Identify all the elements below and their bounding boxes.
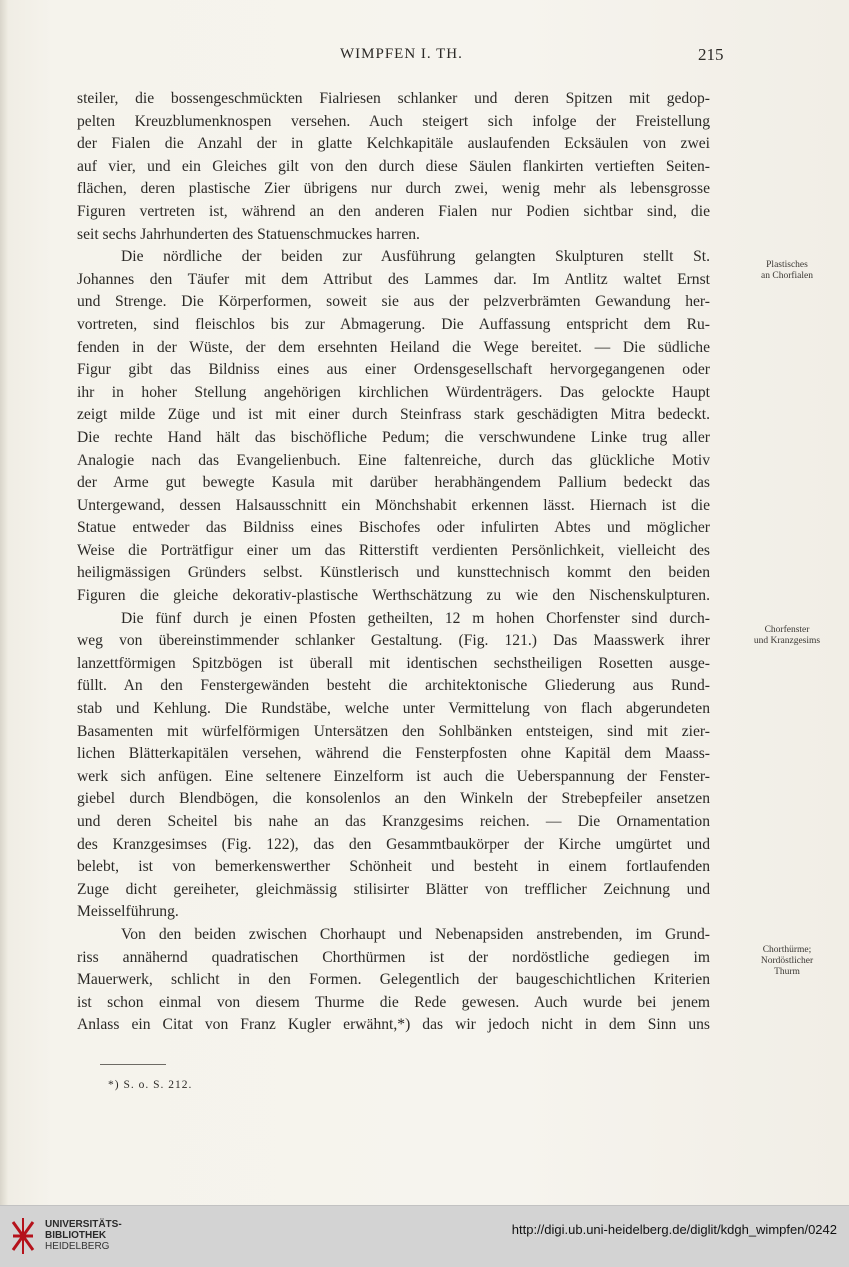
text-line: Die rechte Hand hält das bischöfliche Pedum; die verschwundene Linke trug aller [77, 428, 710, 446]
library-name-line: HEIDELBERG [45, 1241, 110, 1252]
text-line: fenden in der Wüste, der dem ersehnten Heiland die Wege bereitet. — Die südliche [77, 338, 710, 356]
text-line: und Strenge. Die Körperformen, soweit sie aus der pelzverbrämten Gewandung her- [77, 293, 710, 311]
margin-note-line: Chorfenster [764, 625, 810, 635]
margin-note-plastisches [727, 260, 847, 282]
text-line: Die nördliche der beiden zur Ausführung gelangten Skulpturen stellt St. [121, 248, 710, 266]
running-title: WIMPFEN I. TH. [340, 46, 463, 62]
footnote-divider [100, 1064, 166, 1065]
viewer-footer [0, 1205, 849, 1267]
text-line: der Arme gut bewegte Kasula mit darüber herabhängendem Pallium bedeckt das [77, 474, 710, 492]
text-line: Die fünf durch je einen Pfosten getheilten, 12 m hohen Chorfenster sind durch- [121, 609, 710, 627]
text-line: Johannes den Täufer mit dem Attribut des Lammes dar. Im Antlitz waltet Ernst [77, 270, 710, 288]
margin-note-line: Nordöstlicher [760, 956, 814, 966]
margin-note-line: an Chorfialen [761, 271, 813, 281]
text-line: lanzettförmigen Spitzbögen ist überall mit identischen sechstheiligen Rosetten ausge- [77, 654, 710, 672]
running-header [0, 46, 849, 66]
text-line: Anlass ein Citat von Franz Kugler erwähnt,*) das wir jedoch nicht in dem Sinn uns [77, 1016, 710, 1034]
text-line: Figuren die gleiche dekorativ-plastische Werthschätzung zu wie den Nischenskulpturen. [77, 587, 710, 605]
margin-note-chorthuerme [727, 945, 847, 978]
library-logo-icon [9, 1216, 37, 1256]
page-edge-shadow [0, 0, 8, 1205]
text-line: steiler, die bossengeschmückten Fialriesen schlanker und deren Spitzen mit gedop- [77, 90, 710, 107]
text-line: und deren Scheitel bis nahe an das Kranzgesims reichen. — Die Ornamentation [77, 813, 710, 830]
text-line: Weise die Porträtfigur einer um das Ritterstift verdienten Persönlichkeit, vielleicht des [77, 541, 710, 559]
page-number: 215 [698, 45, 724, 64]
text-line: füllt. An den Fenstergewänden besteht die architektonische Gliederung aus Rund- [77, 677, 710, 695]
text-line: vortreten, sind fleischlos bis zur Abmagerung. Die Auffassung entspricht dem Ru- [77, 315, 710, 333]
text-line: Zuge dicht gereiheter, gleichmässig stilisirter Blätter von trefflicher Zeichnung und [77, 880, 710, 898]
text-line: belebt, ist von bemerkenswerther Schönheit und besteht in einem fortlaufenden [77, 858, 710, 876]
text-line: Statue entweder das Bildniss eines Bischofes oder infulirten Abtes und möglicher [77, 519, 710, 537]
text-line: des Kranzgesimses (Fig. 122), das den Gesammtbaukörper der Kirche umgürtet und [77, 835, 710, 853]
body-text [77, 88, 710, 1037]
library-name-line: UNIVERSITÄTS- [45, 1219, 122, 1230]
text-line: Figuren vertreten ist, während an den anderen Fialen nur Podien sichtbar sind, die [77, 202, 710, 220]
text-line: der Fialen die Anzahl der in glatte Kelchkapitäle auslaufenden Ecksäulen von zwei [77, 135, 710, 153]
text-line: Basamenten mit würfelförmigen Untersätzen den Sohlbänken entsteigen, sind mit zier- [77, 722, 710, 740]
margin-note-line: Thurm [774, 967, 800, 977]
text-line: heiligmässigen Gründers selbst. Künstlerisch und kunsttechnisch kommt den beiden [77, 564, 710, 582]
library-name-line: BIBLIOTHEK [45, 1230, 107, 1241]
text-line: weg von übereinstimmender schlanker Gestaltung. (Fig. 121.) Das Maasswerk ihrer [77, 632, 710, 650]
text-line: werk sich anfügen. Eine seltenere Einzelform ist auch die Ueberspannung der Fenster- [77, 767, 710, 785]
text-line: Untergewand, dessen Halsausschnitt ein Mönchshabit erkennen lässt. Hiernach ist die [77, 496, 710, 514]
text-line: riss annähernd quadratischen Chorthürmen ist der nordöstliche gediegen im [77, 948, 710, 966]
text-line: giebel durch Blendbögen, die konsolenlos an den Winkeln der Strebepfeiler ansetzen [77, 790, 710, 808]
text-line: Figur gibt das Bildniss eines aus einer Ordensgesellschaft hervorgegangenen oder [77, 361, 710, 379]
margin-note-line: Plastisches [766, 260, 808, 270]
footnote: *) S. o. S. 212. [108, 1079, 193, 1091]
text-line: flächen, deren plastische Zier übrigens nur durch zwei, wenig mehr als lebensgrosse [77, 180, 710, 198]
text-line: zeigt milde Züge und ist mit einer durch Steinfrass stark geschädigten Mitra bedeckt. [77, 406, 710, 424]
library-name [45, 1219, 122, 1252]
margin-note-line: Chorthürme; [762, 945, 812, 955]
text-line: lichen Blätterkapitälen versehen, während die Fensterpfosten ohne Kapitäl dem Maass- [77, 745, 710, 763]
text-line: seit sechs Jahrhunderten des Statuenschmuckes harren. [77, 225, 420, 243]
margin-note-chorfenster [727, 625, 847, 647]
text-line: Analogie nach das Evangelienbuch. Eine faltenreiche, durch das glückliche Motiv [77, 451, 710, 469]
text-line: Mauerwerk, schlicht in den Formen. Gelegentlich der baugeschichtlichen Kriterien [77, 971, 710, 989]
text-line: stab und Kehlung. Die Rundstäbe, welche unter Vermittelung von flach abgerundeten [77, 700, 710, 718]
text-line: Von den beiden zwischen Chorhaupt und Nebenapsiden anstrebenden, im Grund- [121, 925, 710, 943]
text-line: auf vier, und ein Gleiches gilt von den durch diese Säulen flankirten vertieften Seiten- [77, 157, 710, 175]
permalink-url[interactable]: http://digi.ub.uni-heidelberg.de/diglit/kdgh_wimpfen/0242 [511, 1222, 837, 1237]
text-line: ist schon einmal von diesem Thurme die Rede gewesen. Auch wurde bei jenem [77, 993, 710, 1011]
text-line: pelten Kreuzblumenknospen versehen. Auch steigert sich infolge der Freistellung [77, 112, 710, 130]
text-line: Meisselführung. [77, 903, 179, 921]
margin-note-line: und Kranzgesims [753, 636, 821, 646]
text-line: ihr in hoher Stellung angehörigen kirchlichen Würdenträgers. Das gelockte Haupt [77, 383, 710, 401]
